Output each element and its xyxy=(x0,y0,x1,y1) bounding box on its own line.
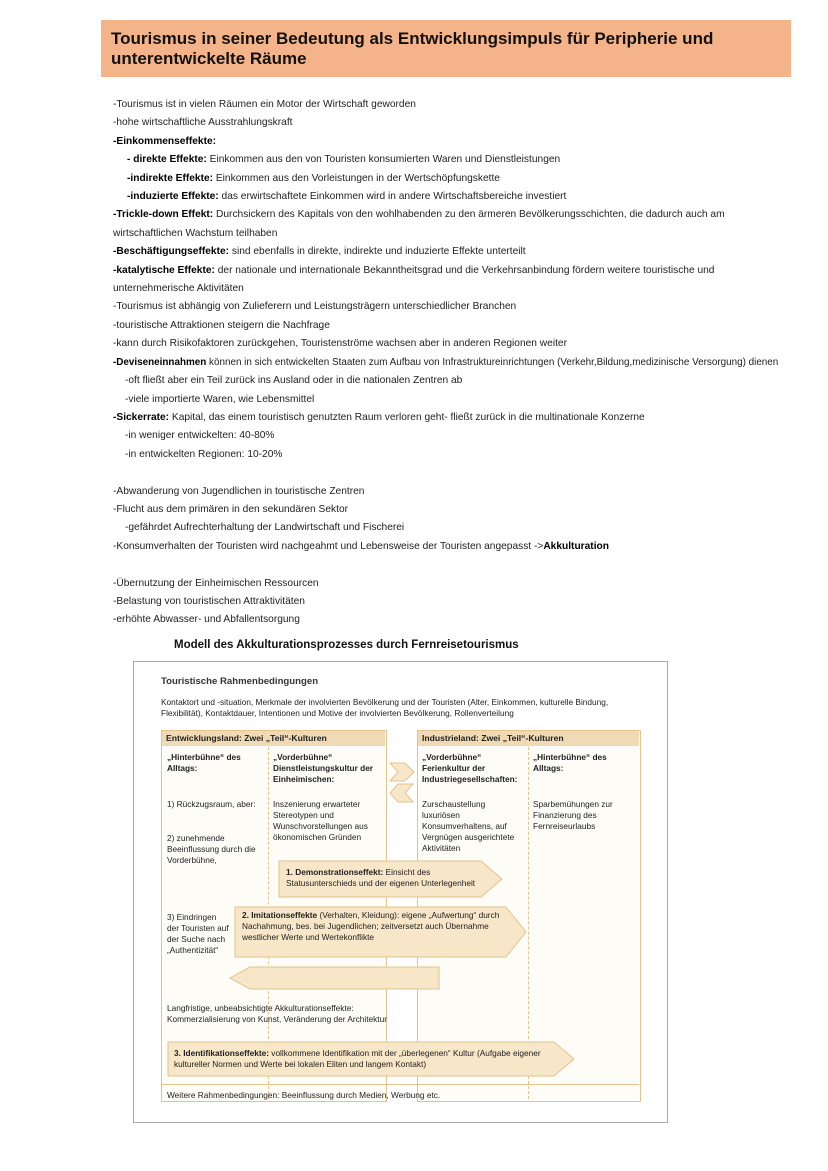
effect-text: Einsicht des Statusunterschieds und der eigenen Unterlegenheit xyxy=(286,867,476,888)
exchange-chevron-left xyxy=(390,784,413,802)
exchange-chevron-right xyxy=(390,763,414,781)
long-term-effects-text: Langfristige, unbeabsichtigte Akkulturationseffekte: Kommerzialisierung von Kunst, Veränderung der Architektur xyxy=(167,1003,387,1024)
note-text: -Konsumverhalten der Touristen wird nachgeahmt und Lebensweise der Touristen angepasst -> xyxy=(113,540,544,552)
note-line xyxy=(113,188,793,206)
note-line xyxy=(113,243,793,261)
hinter-left-point-3: 3) Eindringen der Touristen auf der Suche nach „Authentizität“ xyxy=(167,912,229,955)
effect-term: 3. Identifikationseffekte: xyxy=(174,1048,269,1058)
title-banner xyxy=(101,20,791,77)
note-line xyxy=(113,538,793,556)
hinter-right-text: Sparbemühungen zur Finanzierung des Fernreiseurlaubs xyxy=(533,799,613,831)
note-line: -Abwanderung von Jugendlichen in touristische Zentren xyxy=(113,485,365,497)
note-line: -in weniger entwickelten: 40-80% xyxy=(125,430,275,442)
authenticity-arrow xyxy=(230,967,439,989)
note-line xyxy=(113,170,793,188)
note-term: -katalytische Effekte: xyxy=(113,264,215,276)
note-line: -Übernutzung der Einheimischen Ressourcen xyxy=(113,577,319,589)
note-line xyxy=(113,262,793,299)
note-line: -touristische Attraktionen steigern die Nachfrage xyxy=(113,319,330,331)
notes-list xyxy=(113,96,793,630)
vorder-left-title: „Vorderbühne“ Dienstleistungskultur der Einheimischen: xyxy=(273,752,374,784)
note-term: -Deviseneinnahmen xyxy=(113,356,207,368)
model-title: Modell des Akkulturationsprozesses durch Fernreisetourismus xyxy=(174,639,519,651)
note-line xyxy=(113,206,793,243)
note-line: -viele importierte Waren, wie Lebensmittel xyxy=(125,393,315,405)
vorder-right-text: Zurschaustellung luxuriösen Konsumverhaltens, auf Vergnügen ausgerichtete Aktivitäten xyxy=(422,799,515,853)
note-text: sind ebenfalls in direkte, indirekte und induzierte Effekte unterteilt xyxy=(229,246,526,258)
note-line xyxy=(113,151,793,169)
effect-term: 2. Imitationseffekte xyxy=(242,910,318,920)
imitation-effect-text xyxy=(242,910,504,943)
note-line: -oft fließt aber ein Teil zurück ins Ausland oder in die nationalen Zentren ab xyxy=(125,375,463,387)
page-title: Tourismus in seiner Bedeutung als Entwicklungsimpuls für Peripherie und unterentwickelte Räume xyxy=(111,29,714,68)
note-text: Einkommen aus den Vorleistungen in der Wertschöpfungskette xyxy=(213,172,500,184)
footer-divider xyxy=(161,1084,639,1085)
acculturation-diagram xyxy=(133,661,668,1123)
identification-effect-text xyxy=(174,1048,559,1070)
note-text: Durchsickern des Kapitals von den wohlhabenden zu den ärmeren Bevölkerungsschichten, die dadurch auch am wirtschaftlichen Wachstum teilhaben xyxy=(113,209,725,239)
effect-term: 1. Demonstrationseffekt: xyxy=(286,867,384,877)
note-text: können in sich entwickelten Staaten zum Aufbau von Infrastruktureinrichtungen (Verkehr,Bildung,medizinische Versorgung) dienen xyxy=(206,356,779,368)
weitere-rahmen-text: Weitere Rahmenbedingungen: Beeinflussung durch Medien, Werbung etc. xyxy=(167,1090,441,1100)
note-line: -Tourismus ist abhängig von Zulieferern und Leistungsträgern unterschiedlicher Branchen xyxy=(113,301,517,313)
developing-country-header: Entwicklungsland: Zwei „Teil“-Kulturen xyxy=(162,731,385,746)
note-term: -Trickle-down Effekt: xyxy=(113,209,214,221)
rahmen-text: Kontaktort und -situation, Merkmale der involvierten Bevölkerung und der Touristen (Alter, Einkommen, kulturelle Bindung, Flexibilität), Kontaktdauer, Intentionen und Motive der involvierten Bevölkerung, Rollenverteilung xyxy=(161,697,609,718)
vorder-left-text: Inszenierung erwarteter Stereotypen und Wunschvorstellungen aus ökonomischen Gründen xyxy=(273,799,368,842)
industrial-country-header: Industrieland: Zwei „Teil“-Kulturen xyxy=(418,731,639,746)
effect-text: (Verhalten, Kleidung): eigene „Aufwertung“ durch Nachahmung, bes. bei Jugendlichen; zeitversetzt auch Übernahme westlicher Werte und Wertekonflikte xyxy=(242,910,500,942)
effect-text: vollkommene Identifikation mit der „überlegenen“ Kultur (Aufgabe eigener kultureller Normen und Werte bei lokalen Eliten und langem Kontakt) xyxy=(174,1048,541,1069)
note-term: Akkulturation xyxy=(543,540,609,552)
note-line: -kann durch Risikofaktoren zurückgehen, Touristenströme wachsen aber in anderen Regionen weiter xyxy=(113,338,567,350)
note-line: -Flucht aus dem primären in den sekundären Sektor xyxy=(113,503,348,515)
rahmen-title: Touristische Rahmenbedingungen xyxy=(161,676,319,687)
hinter-left-point-2: 2) zunehmende Beeinflussung durch die Vorderbühne, xyxy=(167,833,256,865)
demonstration-effect-text xyxy=(286,867,491,889)
note-term: -Einkommenseffekte: xyxy=(113,135,217,147)
note-text: Kapital, das einem touristisch genutzten Raum verloren geht- fließt zurück in die multinationale Konzerne xyxy=(169,411,645,423)
note-text: das erwirtschaftete Einkommen wird in andere Wirtschaftsbereiche investiert xyxy=(218,191,567,203)
note-line xyxy=(113,409,793,427)
note-text: Einkommen aus den von Touristen konsumierten Waren und Dienstleistungen xyxy=(206,154,561,166)
note-line xyxy=(113,354,793,372)
note-line: -in entwickelten Regionen: 10-20% xyxy=(125,448,283,460)
note-line: -hohe wirtschaftliche Ausstrahlungskraft xyxy=(113,117,293,129)
note-line: -gefährdet Aufrechterhaltung der Landwirtschaft und Fischerei xyxy=(125,522,405,534)
hinter-right-title: „Hinterbühne“ des Alltags: xyxy=(533,752,607,773)
note-term: -Beschäftigungseffekte: xyxy=(113,246,230,258)
note-line: -Belastung von touristischen Attraktivitäten xyxy=(113,595,305,607)
note-line: -Tourismus ist in vielen Räumen ein Motor der Wirtschaft geworden xyxy=(113,99,416,110)
vorder-right-title: „Vorderbühne“ Ferienkultur der Industriegesellschaften: xyxy=(422,752,518,784)
note-term: - direkte Effekte: xyxy=(127,154,207,166)
note-term: -Sickerrate: xyxy=(113,411,170,423)
note-heading xyxy=(113,133,793,151)
note-line: -erhöhte Abwasser- und Abfallentsorgung xyxy=(113,614,300,626)
hinter-left-point-1: 1) Rückzugsraum, aber: xyxy=(167,799,256,809)
hinter-left-title: „Hinterbühne“ des Alltags: xyxy=(167,752,241,773)
note-term: -induzierte Effekte: xyxy=(127,191,219,203)
note-term: -indirekte Effekte: xyxy=(127,172,214,184)
note-text: der nationale und internationale Bekanntheitsgrad und die Verkehrsanbindung fördern weitere touristische und unternehmerische Aktivitäten xyxy=(113,264,715,295)
